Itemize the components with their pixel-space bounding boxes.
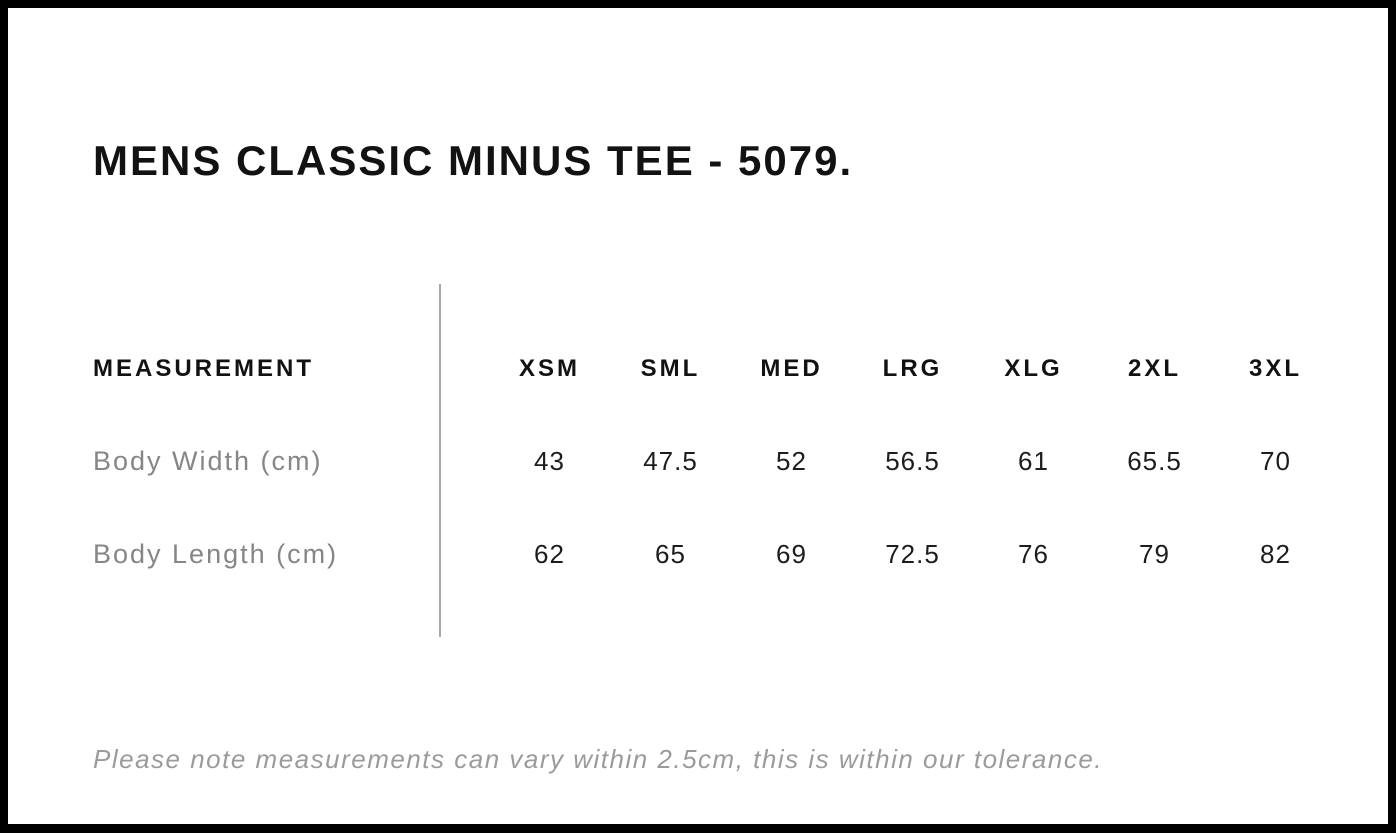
size-header-3xl: 3XL [1248,355,1302,382]
table-header-row [93,357,1336,381]
frame-border-right [1388,0,1396,833]
page-title: MENS CLASSIC MINUS TEE - 5079. [93,137,854,185]
body-width-2xl: 65.5 [1127,446,1182,476]
body-length-xlg: 76 [1018,539,1049,569]
size-header-med: MED [760,355,823,382]
tolerance-note: Please note measurements can vary within 2.5cm, this is within our tolerance. [93,744,1104,774]
row-label-body-width: Body Width (cm) [93,446,323,476]
table-row-body-width [93,448,1336,475]
table-row-body-length [93,541,1336,568]
body-width-sml: 47.5 [643,446,698,476]
size-header-sml: SML [640,355,701,382]
row-label-body-length: Body Length (cm) [93,539,339,569]
size-header-lrg: LRG [882,355,943,382]
body-width-lrg: 56.5 [885,446,940,476]
frame-border-top [0,0,1396,8]
frame-border-left [0,0,8,833]
body-length-med: 69 [776,539,807,569]
body-length-sml: 65 [655,539,686,569]
body-width-med: 52 [776,446,807,476]
body-length-3xl: 82 [1260,539,1291,569]
size-header-xlg: XLG [1004,355,1063,382]
body-width-xsm: 43 [534,446,565,476]
measurement-column-header: MEASUREMENT [93,355,315,382]
body-length-lrg: 72.5 [885,539,940,569]
body-length-xsm: 62 [534,539,565,569]
body-length-2xl: 79 [1139,539,1170,569]
size-header-2xl: 2XL [1127,355,1181,382]
frame-border-bottom [0,824,1396,833]
body-width-3xl: 70 [1260,446,1291,476]
body-width-xlg: 61 [1018,446,1049,476]
size-header-xsm: XSM [518,355,580,382]
